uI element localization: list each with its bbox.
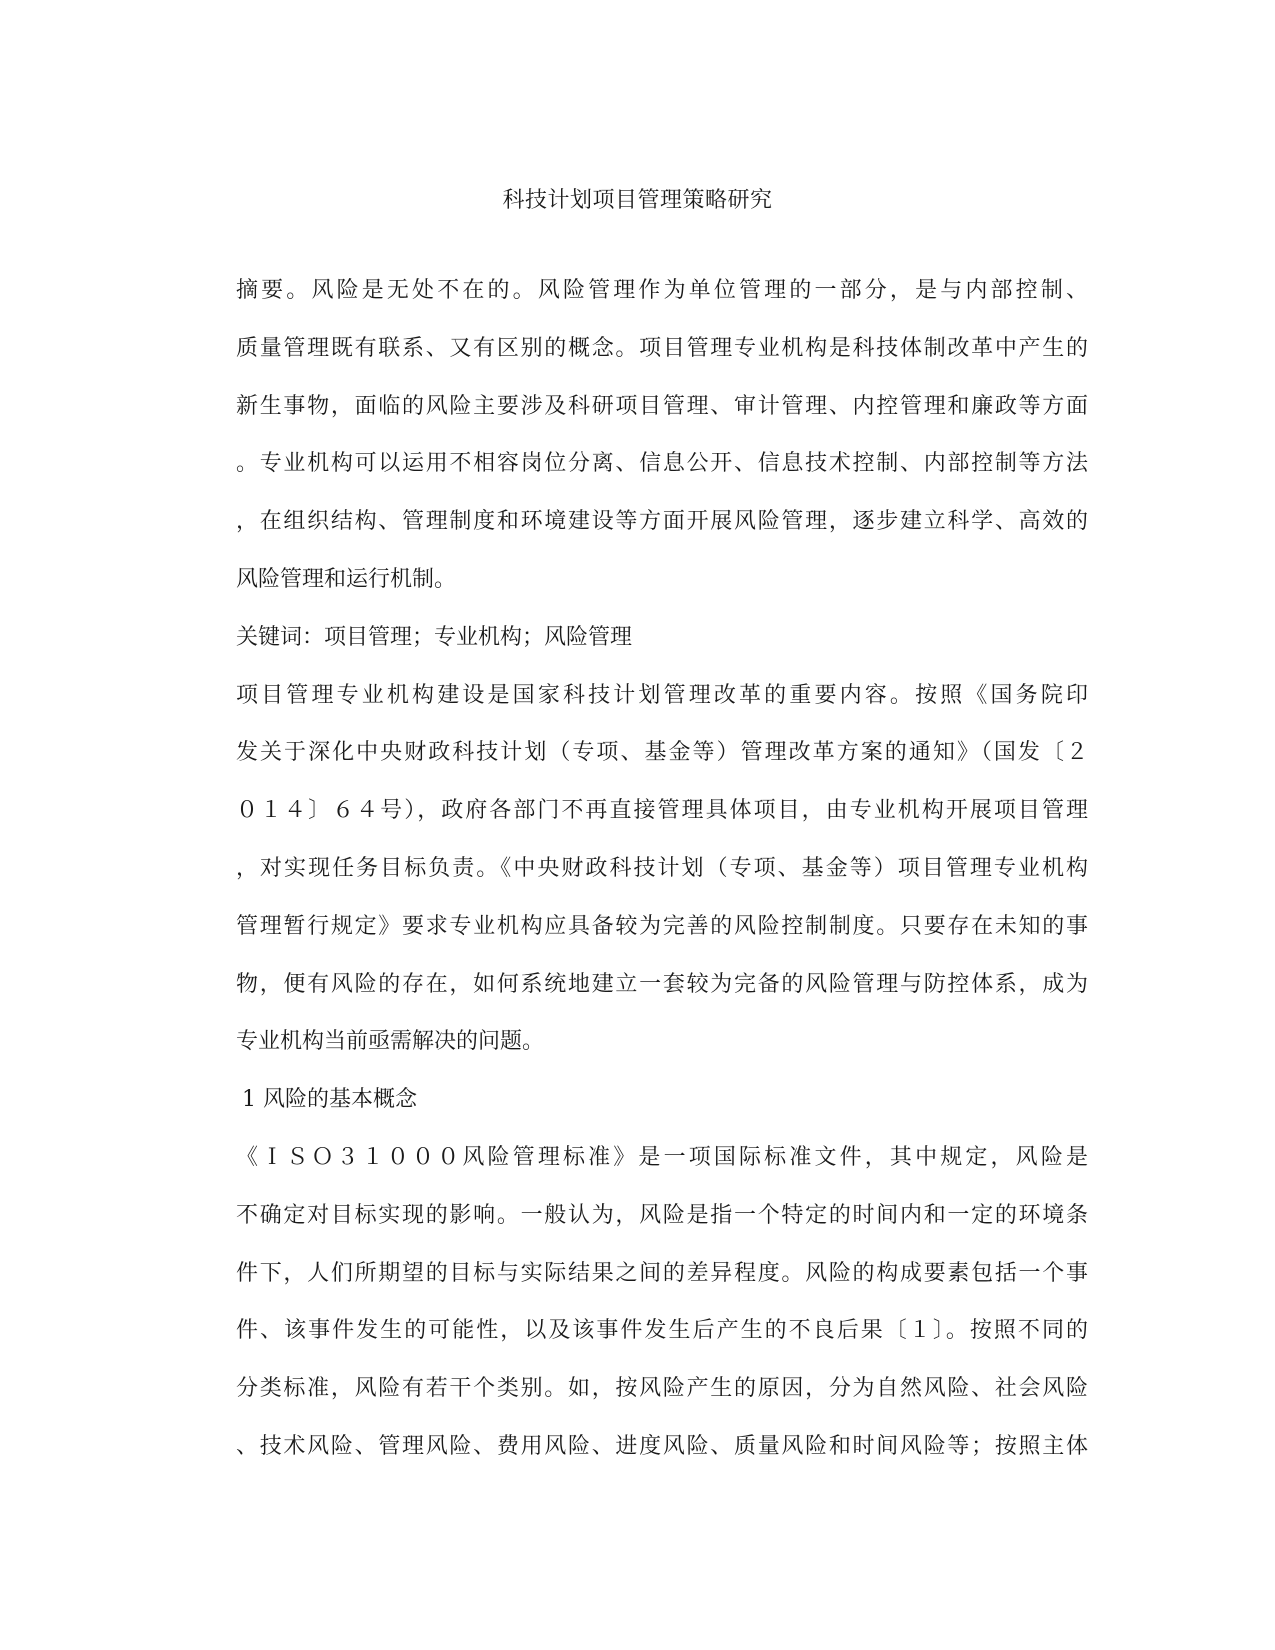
intro-line: 项目管理专业机构建设是国家科技计划管理改革的重要内容。按照《国务院印	[236, 682, 1088, 708]
abstract-paragraph	[188, 262, 1088, 609]
section-line: 件下，人们所期望的目标与实际结果之间的差异程度。风险的构成要素包括一个事	[236, 1260, 1088, 1286]
section-line: 《ＩＳＯ３１０００风险管理标准》是一项国际标准文件，其中规定，风险是	[236, 1144, 1088, 1170]
intro-line: ０１４〕６４号），政府各部门不再直接管理具体项目，由专业机构开展项目管理	[236, 798, 1088, 824]
section-line: 件、该事件发生的可能性，以及该事件发生后产生的不良后果〔１〕。按照不同的	[236, 1318, 1088, 1344]
document-body	[188, 262, 1088, 1476]
intro-line: 发关于深化中央财政科技计划（专项、基金等）管理改革方案的通知》（国发〔２	[236, 740, 1088, 766]
section-paragraph	[188, 1129, 1088, 1476]
document-title: 科技计划项目管理策略研究	[502, 188, 773, 213]
intro-line: ，对实现任务目标负责。《中央财政科技计划（专项、基金等）项目管理专业机构	[236, 855, 1088, 881]
abstract-line: 。专业机构可以运用不相容岗位分离、信息公开、信息技术控制、内部控制等方法	[236, 451, 1088, 477]
section-line: 、技术风险、管理风险、费用风险、进度风险、质量风险和时间风险等；按照主体	[236, 1433, 1088, 1459]
intro-paragraph	[188, 667, 1088, 1072]
intro-line: 物，便有风险的存在，如何系统地建立一套较为完备的风险管理与防控体系，成为	[236, 971, 1088, 997]
intro-line: 管理暂行规定》要求专业机构应具备较为完善的风险控制制度。只要存在未知的事	[236, 913, 1088, 939]
abstract-line: 风险管理和运行机制。	[236, 566, 457, 592]
section-line: 不确定对目标实现的影响。一般认为，风险是指一个特定的时间内和一定的环境条	[236, 1202, 1088, 1228]
abstract-line: 新生事物，面临的风险主要涉及科研项目管理、审计管理、内控管理和廉政等方面	[236, 393, 1088, 419]
keywords-line: 关键词：项目管理；专业机构；风险管理	[236, 624, 633, 650]
section-line: 分类标准，风险有若干个类别。如，按风险产生的原因，分为自然风险、社会风险	[236, 1376, 1088, 1402]
abstract-line: 摘要。风险是无处不在的。风险管理作为单位管理的一部分，是与内部控制、	[236, 278, 1088, 303]
intro-line: 专业机构当前亟需解决的问题。	[236, 1029, 545, 1055]
abstract-line: ，在组织结构、管理制度和环境建设等方面开展风险管理，逐步建立科学、高效的	[236, 509, 1088, 535]
abstract-line: 质量管理既有联系、又有区别的概念。项目管理专业机构是科技体制改革中产生的	[236, 335, 1088, 361]
section-heading: 1 风险的基本概念	[242, 1087, 417, 1113]
